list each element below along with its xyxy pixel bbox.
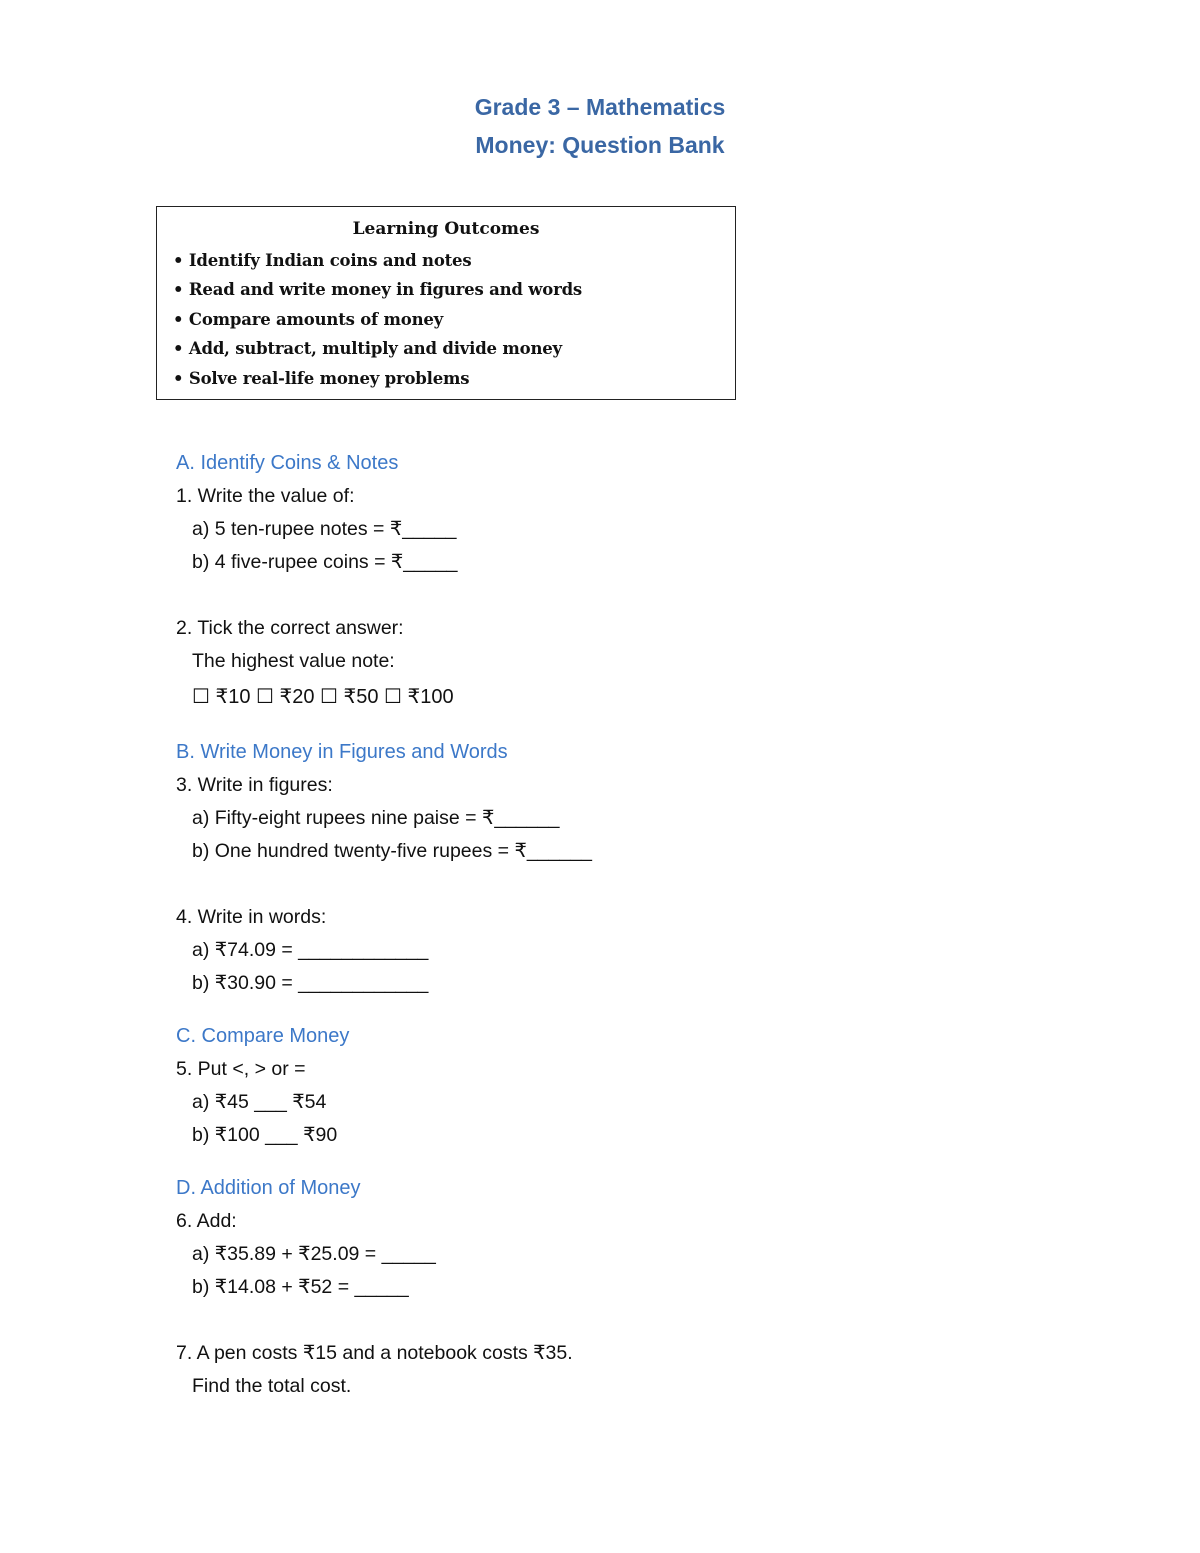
outcome-item: • Identify Indian coins and notes xyxy=(173,251,472,270)
spacer xyxy=(176,579,1076,612)
question-7: 7. A pen costs ₹15 and a notebook costs ₹35. xyxy=(176,1342,573,1364)
spacer xyxy=(176,716,1076,736)
document-title xyxy=(0,88,1200,164)
spacer xyxy=(176,1152,1076,1172)
section-c-heading: C. Compare Money xyxy=(176,1025,350,1047)
question-3a: a) Fifty-eight rupees nine paise = ₹______ xyxy=(192,807,560,829)
question-2-prompt: The highest value note: xyxy=(192,650,395,672)
question-1a: a) 5 ten-rupee notes = ₹_____ xyxy=(192,518,457,540)
learning-outcomes-list xyxy=(157,246,735,393)
question-1: 1. Write the value of: xyxy=(176,485,355,507)
question-4a: a) ₹74.09 = ____________ xyxy=(192,939,429,961)
question-3: 3. Write in figures: xyxy=(176,774,333,796)
question-2: 2. Tick the correct answer: xyxy=(176,617,404,639)
question-4: 4. Write in words: xyxy=(176,906,327,928)
question-3b: b) One hundred twenty-five rupees = ₹______ xyxy=(192,840,592,862)
spacer xyxy=(176,868,1076,901)
question-4b: b) ₹30.90 = ____________ xyxy=(192,972,429,994)
question-5b: b) ₹100 ___ ₹90 xyxy=(192,1124,338,1146)
question-5a: a) ₹45 ___ ₹54 xyxy=(192,1091,327,1113)
question-content xyxy=(176,447,1076,1403)
question-6b: b) ₹14.08 + ₹52 = _____ xyxy=(192,1276,409,1298)
question-2-options[interactable]: ☐ ₹10 ☐ ₹20 ☐ ₹50 ☐ ₹100 xyxy=(192,686,454,708)
question-6: 6. Add: xyxy=(176,1210,237,1232)
question-1b: b) 4 five-rupee coins = ₹_____ xyxy=(192,551,458,573)
spacer xyxy=(176,1304,1076,1337)
question-5: 5. Put <, > or = xyxy=(176,1058,306,1080)
title-grade: Grade 3 – Mathematics xyxy=(474,94,726,120)
section-d-heading: D. Addition of Money xyxy=(176,1177,361,1199)
question-7-followup: Find the total cost. xyxy=(192,1375,352,1397)
learning-outcomes-box xyxy=(156,206,736,400)
section-b-heading: B. Write Money in Figures and Words xyxy=(176,741,508,763)
spacer xyxy=(176,1000,1076,1020)
outcome-item: • Compare amounts of money xyxy=(173,309,444,329)
section-a-heading: A. Identify Coins & Notes xyxy=(176,452,399,474)
outcome-item: • Read and write money in figures and words xyxy=(173,280,582,300)
question-6a: a) ₹35.89 + ₹25.09 = _____ xyxy=(192,1243,436,1265)
title-subject: Money: Question Bank xyxy=(475,132,725,158)
outcome-item: • Solve real-life money problems xyxy=(173,368,470,388)
learning-outcomes-heading: Learning Outcomes xyxy=(352,219,540,239)
outcome-item: • Add, subtract, multiply and divide money xyxy=(173,339,562,359)
